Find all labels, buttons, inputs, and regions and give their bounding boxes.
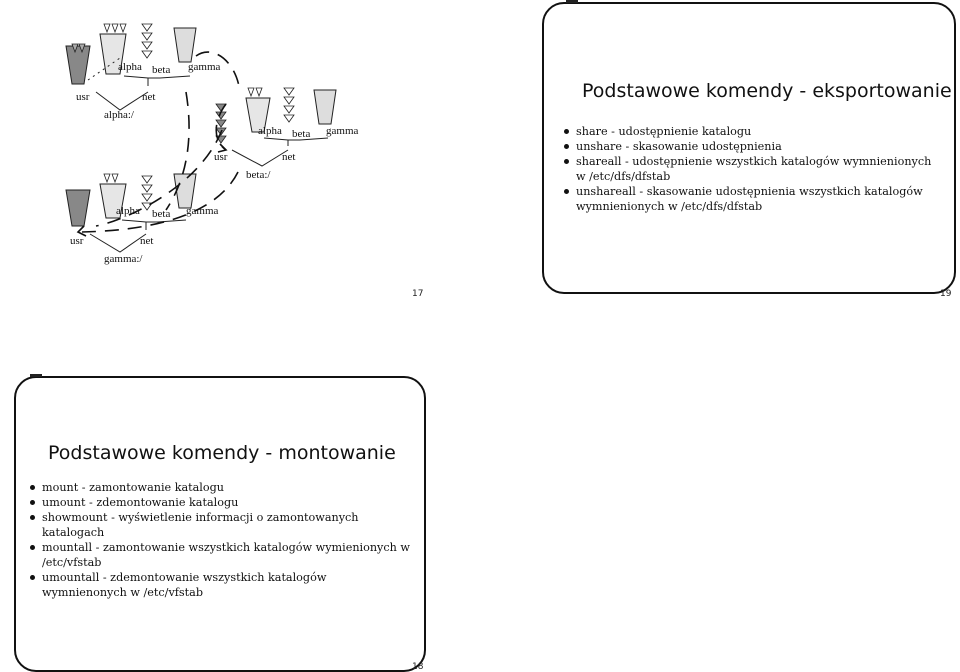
dir-label-gamma: gamma [326,125,359,137]
stacked-files-icon [284,88,294,122]
tree-branch [232,150,288,166]
list-item: shareall - udostępnienie wszystkich katalogów wymnienionych w /etc/dfs/dfstab [562,154,942,184]
list-item: umountall - zdemontowanie wszystkich katalogów wymnienonych w /etc/vfstab [28,570,412,600]
dir-label-net: net [140,235,154,247]
dir-label-usr: usr [76,91,90,103]
dir-icon [314,90,336,124]
dir-label-usr: usr [70,235,84,247]
host-root-label: alpha:/ [104,109,134,121]
file-icon [112,24,118,32]
file-icon [248,88,254,96]
file-icon [112,174,118,182]
mounted-dir-icon [66,46,90,84]
file-icon [104,174,110,182]
bullet-list [28,480,412,600]
tree-branch [124,76,190,78]
list-item: mountall - zamontowanie wszystkich katalogów wymienionych w /etc/vfstab [28,540,412,570]
dir-icon [174,28,196,62]
dir-label-alpha: alpha [258,125,282,137]
slide-mount [14,376,426,672]
host-root-label: gamma:/ [104,253,143,265]
list-item: share - udostępnienie katalogu [562,124,942,139]
tree-branch [90,234,146,252]
dir-label-usr: usr [214,151,228,163]
dir-label-beta: beta [292,128,311,140]
page-number: 18 [412,662,424,672]
filesystem-mount-diagram [0,0,480,300]
list-item: unshare - skasowanie udostępnienia [562,139,942,154]
list-item: unshareall - skasowanie udostępnienia wszystkich katalogów wymnienionych w /etc/dfs/dfstab [562,184,942,214]
host-root-label: beta:/ [246,169,271,181]
dir-label-beta: beta [152,208,171,220]
slide-title: Podstawowe komendy - montowanie [48,442,396,464]
dir-label-gamma: gamma [188,61,221,73]
list-item: mount - zamontowanie katalogu [28,480,412,495]
page-number: 17 [412,289,424,299]
tree-gamma [66,174,218,265]
file-icon [104,24,110,32]
tree-branch [96,92,148,110]
list-item: showmount - wyświetlenie informacji o zamontowanych katalogach [28,510,412,540]
slide-export [542,2,956,294]
tree-alpha [66,24,220,121]
corner-marker [566,0,578,3]
tree-beta [214,88,358,181]
dir-label-alpha: alpha [116,205,140,217]
stacked-files-icon [142,24,152,58]
dir-label-beta: beta [152,64,171,76]
dir-label-net: net [282,151,296,163]
dir-label-alpha: alpha [118,61,142,73]
dir-label-gamma: gamma [186,205,219,217]
page-number: 19 [940,289,952,299]
file-icon [256,88,262,96]
corner-marker [30,374,42,377]
dir-label-net: net [142,91,156,103]
bullet-list [562,124,942,214]
file-icon [120,24,126,32]
tree-branch [122,220,186,222]
slide-title: Podstawowe komendy - eksportowanie [582,80,952,102]
mounted-dir-icon [66,190,90,226]
list-item: umount - zdemontowanie katalogu [28,495,412,510]
